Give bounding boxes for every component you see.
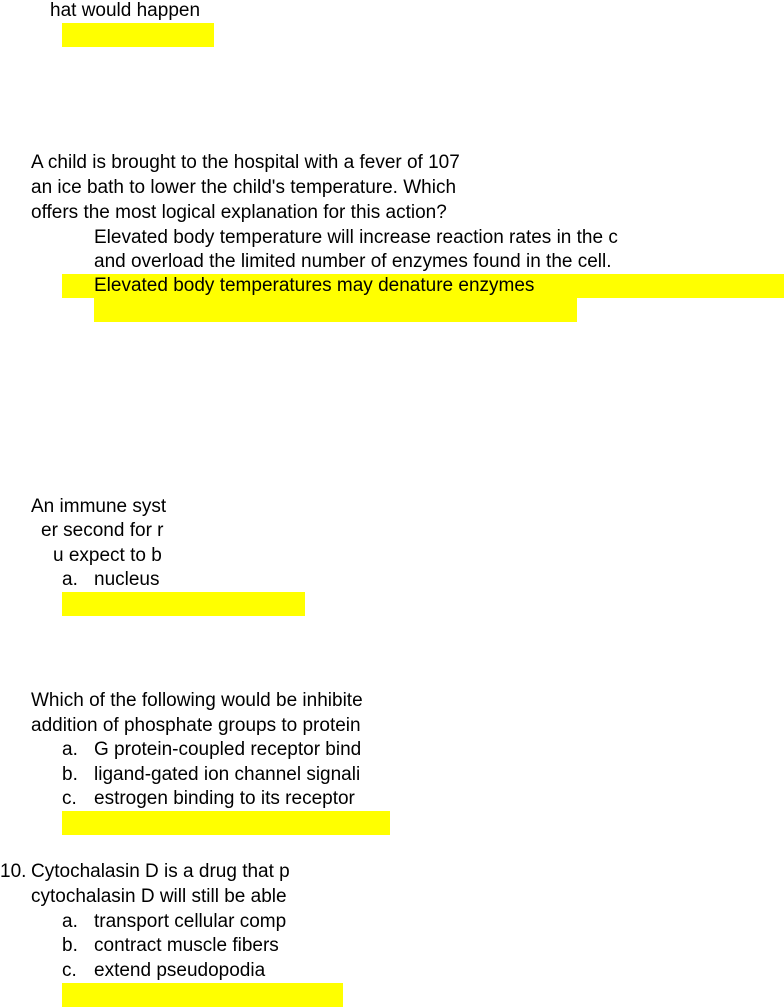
highlight-bar <box>62 811 390 835</box>
answer-option-text: estrogen binding to its receptor <box>94 788 355 809</box>
answer-option-text: extend pseudopodia <box>94 960 266 981</box>
question-text-line: A child is brought to the hospital with a fever of 107 <box>31 152 460 173</box>
question-text-line: An immune syst <box>31 496 167 517</box>
question-text-line: addition of phosphate groups to protein <box>31 715 361 736</box>
option-marker: b. <box>62 935 78 956</box>
answer-option-line: Elevated body temperatures may denature enzymes <box>94 275 535 296</box>
answer-option-text: G protein-coupled receptor bind <box>94 739 362 760</box>
highlight-bar <box>62 983 343 1007</box>
option-marker: a. <box>62 911 78 932</box>
option-marker: c. <box>62 960 77 981</box>
question-text-line: u expect to b <box>53 545 162 566</box>
question-text-line: offers the most logical explanation for this action? <box>31 202 447 223</box>
option-marker: a. <box>62 569 78 590</box>
answer-option-text: nucleus <box>94 569 160 590</box>
option-marker: c. <box>62 788 77 809</box>
answer-option-line: Elevated body temperature will increase reaction rates in the c <box>94 227 618 248</box>
question-text-line: Which of the following would be inhibite <box>31 690 363 711</box>
question-text-line: cytochalasin D will still be able <box>31 886 287 907</box>
question-text-line: er second for r <box>41 520 164 541</box>
question-number: 10. <box>0 861 27 882</box>
highlight-bar <box>94 298 577 322</box>
question-text-line: an ice bath to lower the child's temperature. Which <box>31 177 457 198</box>
answer-option-line: and overload the limited number of enzymes found in the cell. <box>94 251 612 272</box>
option-marker: a. <box>62 739 78 760</box>
answer-option-text: contract muscle fibers <box>94 935 279 956</box>
highlight-bar <box>62 592 305 616</box>
highlight-bar <box>62 23 214 47</box>
option-marker: b. <box>62 764 78 785</box>
question-fragment: hat would happen <box>50 0 201 21</box>
answer-option-text: transport cellular comp <box>94 911 287 932</box>
question-text-line: Cytochalasin D is a drug that p <box>31 861 290 882</box>
answer-option-text: ligand-gated ion channel signali <box>94 764 361 785</box>
